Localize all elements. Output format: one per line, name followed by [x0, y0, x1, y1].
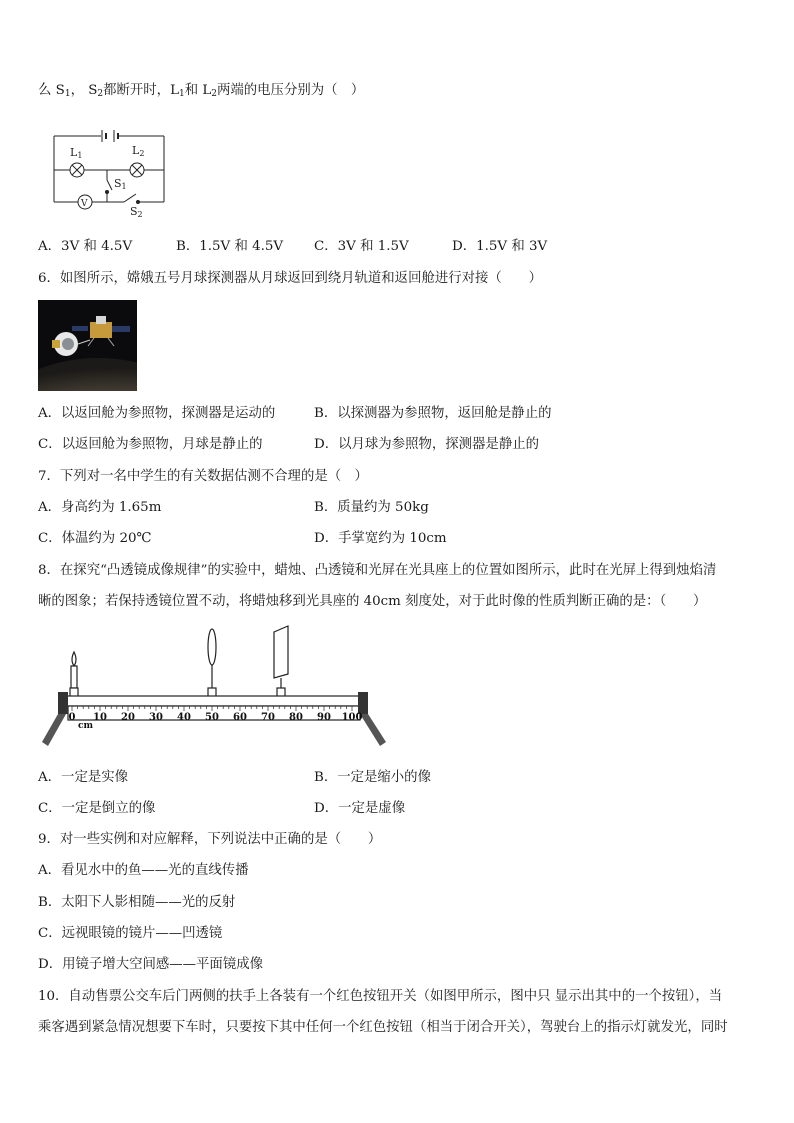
q5-option-d: D．1.5V 和 3V [452, 239, 548, 254]
q8-option-d: D．一定是虚像 [314, 801, 406, 816]
scale-label: 100 [341, 712, 363, 723]
scale-label: 80 [289, 712, 303, 723]
scale-label: 60 [233, 712, 247, 723]
right-leg [360, 714, 386, 746]
q9-option-a: A．看见水中的鱼——光的直线传播 [38, 863, 249, 878]
q5-circuit-diagram [44, 122, 174, 217]
scale-label: 70 [261, 712, 275, 723]
q7-option-c: C．体温约为 20℃ [38, 531, 152, 546]
switch-s1-icon [107, 180, 112, 190]
switch-s2-icon [124, 194, 136, 202]
label-s2: S2 [130, 205, 143, 217]
candle-flame-icon [72, 652, 76, 666]
label-l1: L1 [70, 146, 83, 160]
q8-stem-line2: 晰的图象；若保持透镜位置不动，将蜡烛移到光具座的 40cm 刻度处，对于此时像的性质判断正确的是：（ ） [38, 594, 707, 609]
scale-label: 10 [93, 712, 107, 723]
candle-icon [71, 666, 77, 688]
q9-option-c: C．远视眼镜的镜片——凹透镜 [38, 926, 223, 941]
scale-label: 50 [205, 712, 219, 723]
scale-label: 30 [149, 712, 163, 723]
q9-stem: 9．对一些实例和对应解释，下列说法中正确的是（ ） [38, 832, 382, 847]
q5-option-b: B．1.5V 和 4.5V [176, 239, 284, 254]
q9-option-b: B．太阳下人影相随——光的反射 [38, 895, 236, 910]
q5-option-a: A．3V 和 4.5V [38, 239, 133, 254]
q7-stem: 7．下列对一名中学生的有关数据估测不合理的是（ ） [38, 469, 368, 484]
light-screen-icon [274, 626, 288, 678]
left-leg [42, 714, 66, 746]
q8-stem-line1: 8．在探究“凸透镜成像规律”的实验中，蜡烛、凸透镜和光屏在光具座上的位置如图所示，此时在光屏上得到烛焰清 [38, 563, 717, 578]
scale-label: 90 [317, 712, 331, 723]
q8-option-a: A．一定是实像 [38, 770, 129, 785]
q7-option-b: B．质量约为 50kg [314, 500, 429, 515]
unit-label: cm [78, 721, 94, 731]
optical-rail [66, 696, 362, 706]
q6-option-a: A．以返回舱为参照物，探测器是运动的 [38, 406, 276, 421]
convex-lens-icon [208, 629, 216, 665]
q10-stem-line2: 乘客遇到紧急情况想要下车时，只要按下其中任何一个红色按钮（相当于闭合开关），驾驶台上的指示灯就发光，同时 [38, 1020, 728, 1035]
label-s1: S1 [114, 177, 127, 191]
q6-photo-spacecraft [38, 300, 137, 391]
scale-label: 0 [68, 712, 76, 723]
q6-option-b: B．以探测器为参照物，返回舱是静止的 [314, 406, 552, 421]
q9-option-d: D．用镜子增大空间感——平面镜成像 [38, 957, 263, 972]
q5-stem: 么 $S_1$， $S_2$都断开时，$L_1$和 $L_2$两端的电压分别为（ ） [38, 83, 365, 99]
q8-option-b: B．一定是缩小的像 [314, 770, 431, 785]
scale-label: 40 [177, 712, 191, 723]
q8-option-c: C．一定是倒立的像 [38, 801, 156, 816]
q6-option-c: C．以返回舱为参照物，月球是静止的 [38, 437, 263, 452]
q6-stem: 6．如图所示，嫦娥五号月球探测器从月球返回到绕月轨道和返回舱进行对接（ ） [38, 271, 542, 286]
q6-option-d: D．以月球为参照物，探测器是静止的 [314, 437, 539, 452]
q7-option-a: A．身高约为 1.65m [38, 500, 162, 515]
q8-optical-bench-diagram [40, 622, 388, 750]
q7-option-d: D．手掌宽约为 10cm [314, 531, 447, 546]
scale-label: 20 [121, 712, 135, 723]
label-v: V [81, 199, 88, 209]
q5-option-c: C．3V 和 1.5V [314, 239, 409, 254]
q10-stem-line1: 10．自动售票公交车后门两侧的扶手上各装有一个红色按钮开关（如图甲所示，图中只 显示出其中的一个按钮），当 [38, 989, 723, 1004]
lunar-probe-icon [90, 322, 112, 338]
label-l2: L2 [132, 144, 145, 158]
